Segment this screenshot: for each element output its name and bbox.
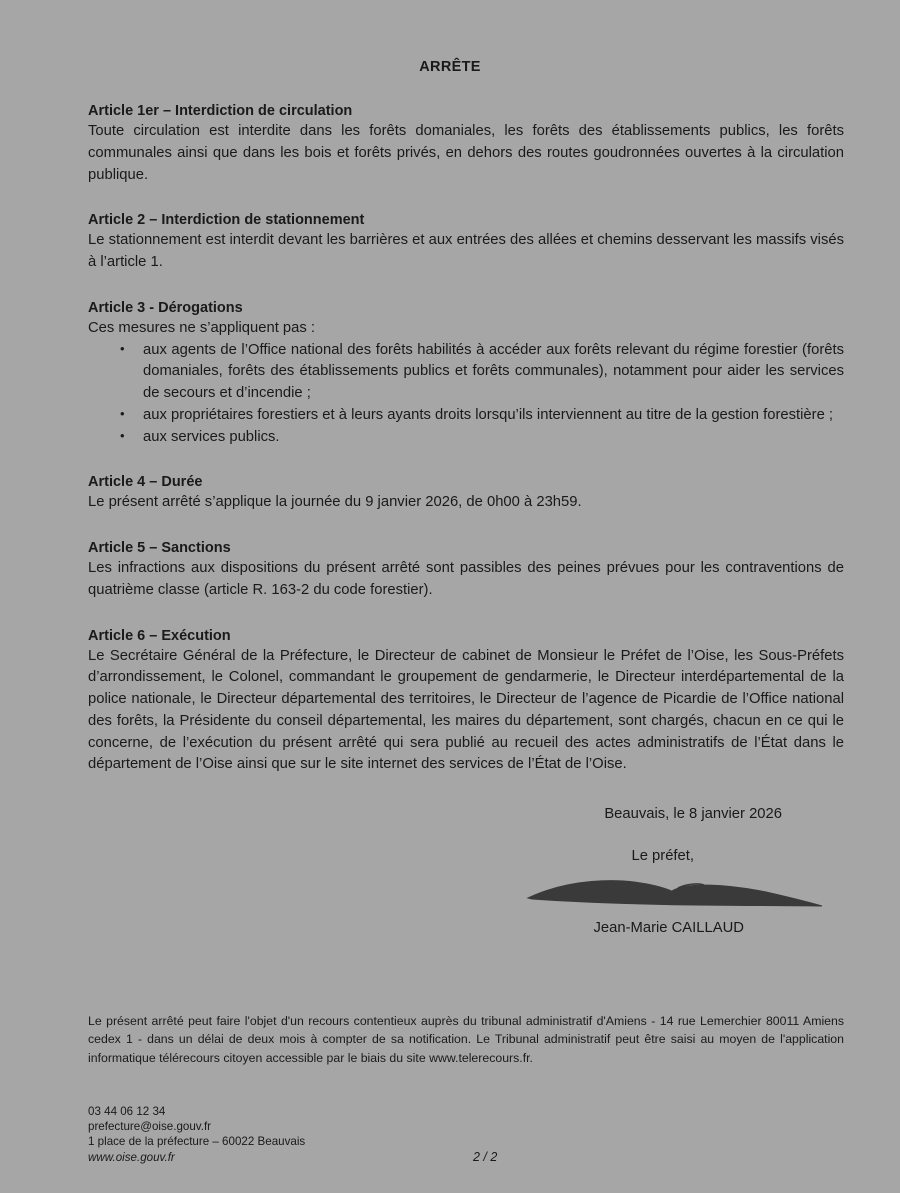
- footer-address: 1 place de la préfecture – 60022 Beauvais: [88, 1135, 306, 1149]
- article-body-4: Le présent arrêté s’applique la journée du 9 janvier 2026, de 0h00 à 23h59.: [88, 494, 582, 511]
- legal-notice: Le présent arrêté peut faire l'objet d'un recours contentieux auprès du tribunal administratif d'Amiens - 14 rue Lemerchier 80011 Amiens cedex 1 - dans un délai de deux mois à compter de sa notification. Le Tribunal administratif peut être saisi au moyen de l'application informatique télérecours citoyen accessible par le biais du site www.telerecours.fr.: [88, 1014, 844, 1065]
- footer-email: prefecture@oise.gouv.fr: [88, 1120, 212, 1134]
- page-footer: [88, 1104, 848, 1165]
- handwritten-signature-icon: [526, 872, 826, 918]
- article-heading-6: Article 6 – Exécution: [88, 627, 231, 644]
- article-body-6: Le Secrétaire Général de la Préfecture, le Directeur de cabinet de Monsieur le Préfet de l’Oise, les Sous-Préfets d’arrondissement, le Colonel, commandant le groupement de gendarmerie, le Directeur interdépartemental de la police nationale, le Directeur départemental des territoires, le Directeur de l’agence de Picardie de l’Office national des forêts, la Présidente du conseil départemental, les maires du département, sont chargés, chacun en ce qui le concerne, de l’exécution du présent arrêté qui sera publié au recueil des actes administratifs de l’État dans le département de l’Oise ainsi que sur le site internet des services de l’État de l’Oise.: [88, 647, 844, 773]
- article-body-1: Toute circulation est interdite dans les forêts domaniales, les forêts des établissements publics, les forêts communales ainsi que dans les bois et forêts privés, en dehors des routes goudronnées ouvertes à la circulation publique.: [88, 123, 844, 183]
- article-body-2: Le stationnement est interdit devant les barrières et aux entrées des allées et chemins desservant les massifs visés à l’article 1.: [88, 232, 844, 270]
- signature-block: [88, 864, 844, 918]
- document-body: [88, 103, 844, 936]
- article-heading-4: Article 4 – Durée: [88, 474, 203, 491]
- article-body-5: Les infractions aux dispositions du présent arrêté sont passibles des peines prévues pour les contraventions de quatrième classe (article R. 163-2 du code forestier).: [88, 560, 844, 598]
- list-item: • aux propriétaires forestiers et à leurs ayants droits lorsqu’ils interviennent au titre de la gestion forestière ;: [112, 405, 844, 427]
- footer-website: www.oise.gouv.fr: [88, 1150, 175, 1164]
- place-and-date: Beauvais, le 8 janvier 2026: [604, 806, 782, 822]
- signature-role: Le préfet,: [631, 848, 694, 864]
- article-heading-1: Article 1er – Interdiction de circulation: [88, 103, 353, 119]
- article-body-3: Ces mesures ne s’appliquent pas :: [88, 319, 316, 336]
- page-number: 2 / 2: [473, 1149, 498, 1164]
- derogations-list: [88, 340, 844, 449]
- list-item: • aux services publics.: [112, 427, 844, 449]
- article-heading-5: Article 5 – Sanctions: [88, 540, 231, 556]
- signer-name: Jean-Marie CAILLAUD: [593, 920, 744, 936]
- article-heading-2: Article 2 – Interdiction de stationnement: [88, 212, 365, 229]
- article-heading-3: Article 3 - Dérogations: [88, 299, 243, 316]
- list-item: • aux agents de l’Office national des forêts habilités à accéder aux forêts relevant du régime forestier (forêts domaniales, forêts des établissements publics et forêts communales), notamment pour aider les services de secours et d’incendie ;: [112, 340, 844, 405]
- page-title: ARRÊTE: [419, 59, 481, 75]
- footer-phone: 03 44 06 12 34: [88, 1104, 166, 1118]
